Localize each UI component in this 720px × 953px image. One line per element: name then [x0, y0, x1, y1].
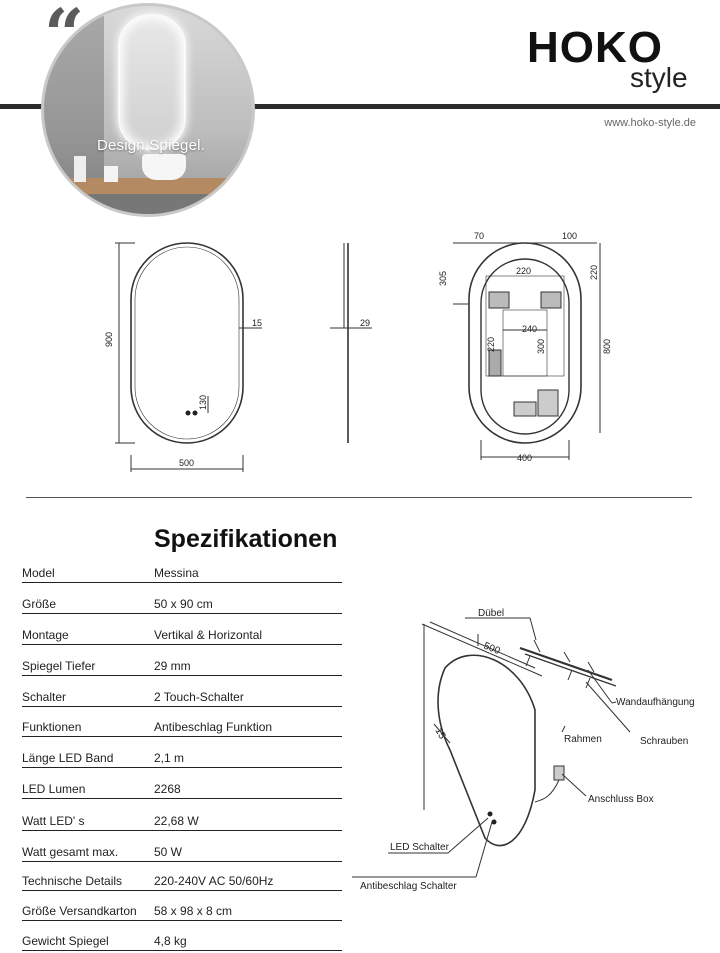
photo-caption: Design Spiegel.	[96, 137, 206, 154]
spec-value: Vertikal & Horizontal	[154, 628, 263, 642]
spec-value: 4,8 kg	[154, 934, 187, 948]
rahmen-label: Rahmen	[564, 734, 602, 745]
brand-logo: HOKO	[527, 23, 663, 72]
wandaufhaengung-label: Wandaufhängung	[616, 697, 695, 708]
spec-row	[22, 583, 342, 614]
spec-value: Antibeschlag Funktion	[154, 720, 273, 734]
led-schalter-label: LED Schalter	[390, 842, 449, 853]
spec-key: LED Lumen	[22, 782, 86, 796]
photo-cabinet	[44, 194, 255, 217]
spec-row	[22, 614, 342, 645]
antibeschlag-label: Antibeschlag Schalter	[360, 881, 457, 892]
spec-row	[22, 831, 342, 862]
duebel-label: Dübel	[478, 608, 505, 619]
spec-row	[22, 737, 342, 768]
dim-100-label: 100	[562, 231, 578, 241]
dim-220-left-label: 220	[486, 336, 496, 352]
spec-key: Größe Versandkarton	[22, 904, 137, 918]
photo-mirror	[118, 14, 186, 150]
spec-key: Montage	[22, 628, 69, 642]
spec-value: 50 W	[154, 845, 183, 859]
schrauben-label: Schrauben	[640, 736, 689, 747]
dim-300-label: 300	[536, 338, 546, 354]
anschluss-box-icon	[554, 766, 564, 780]
dim-height-label: 900	[104, 331, 114, 347]
dim-800-label: 800	[602, 338, 612, 354]
brand-logo-sub: style	[630, 62, 688, 93]
spec-row	[22, 800, 342, 831]
spec-key: Watt LED' s	[22, 814, 85, 828]
spec-row	[22, 768, 342, 799]
switch-icon-2	[193, 411, 198, 416]
spec-value: 50 x 90 cm	[154, 597, 213, 611]
dim-220-top-label: 220	[516, 266, 532, 276]
quote-icon: “	[44, 0, 85, 76]
technical-drawings	[0, 230, 720, 490]
spec-value: 2268	[154, 782, 181, 796]
led-switch-icon	[488, 812, 493, 817]
specs-title: Spezifikationen	[154, 525, 338, 553]
dim-400-label: 400	[517, 453, 533, 463]
spec-row	[22, 706, 342, 737]
spec-value: 220-240V AC 50/60Hz	[154, 874, 274, 888]
mount-width-label: 500	[481, 640, 502, 658]
dim-depth-label: 29	[360, 318, 371, 328]
dim-220-right-label: 220	[589, 264, 599, 280]
spec-value: 22,68 W	[154, 814, 199, 828]
website-url: www.hoko-style.de	[604, 117, 696, 129]
spec-row	[22, 645, 342, 676]
dim-70-label: 70	[474, 231, 485, 241]
spec-value: 29 mm	[154, 659, 191, 673]
wall-rail	[520, 648, 612, 680]
spec-key: Technische Details	[22, 874, 123, 888]
photo-basin	[142, 154, 186, 180]
spec-key: Watt gesamt max.	[22, 845, 119, 859]
photo-bottle	[74, 156, 86, 182]
spec-row	[22, 860, 342, 891]
photo-jar	[104, 166, 118, 182]
dim-240-label: 240	[522, 324, 538, 334]
spec-key: Model	[22, 566, 55, 580]
spec-key: Größe	[22, 597, 57, 611]
spec-value: 2,1 m	[154, 751, 185, 765]
anschluss-box-label: Anschluss Box	[588, 794, 654, 805]
dim-width-label: 500	[179, 458, 195, 468]
spec-value: 58 x 98 x 8 cm	[154, 904, 233, 918]
antifog-switch-icon	[492, 820, 497, 825]
spec-key: Länge LED Band	[22, 751, 114, 765]
switch-icon	[186, 411, 191, 416]
spec-row	[22, 920, 342, 951]
spec-key: Gewicht Spiegel	[22, 934, 109, 948]
spec-value: 2 Touch-Schalter	[154, 690, 244, 704]
dim-frame-label: 15	[252, 318, 263, 328]
spec-value: Messina	[154, 566, 199, 580]
mounting-drawing	[350, 600, 710, 900]
dim-305-label: 305	[438, 270, 448, 286]
spec-row	[22, 676, 342, 707]
mount-frame-label: 15	[432, 726, 448, 742]
spec-key: Spiegel Tiefer	[22, 659, 96, 673]
mount-mirror-outline	[438, 655, 535, 845]
spec-row	[22, 552, 342, 583]
front-mirror-inner	[135, 247, 239, 439]
dim-switch-label: 130	[198, 394, 208, 410]
spec-row	[22, 890, 342, 921]
spec-key: Funktionen	[22, 720, 82, 734]
section-divider	[26, 497, 692, 498]
spec-key: Schalter	[22, 690, 67, 704]
